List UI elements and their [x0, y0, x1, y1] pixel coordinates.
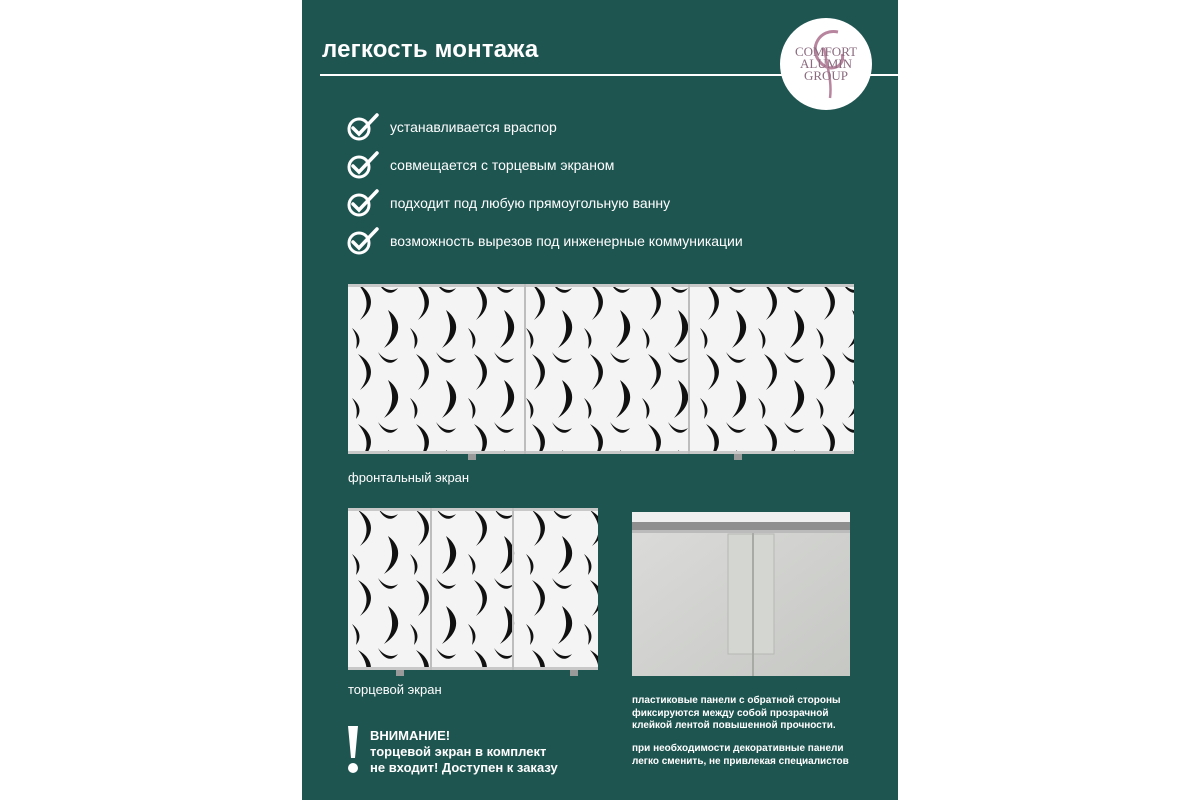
warning-text	[370, 728, 558, 776]
brand-logo	[780, 18, 872, 110]
feature-item	[346, 146, 743, 184]
front-screen-pattern	[348, 280, 854, 460]
note-line: легко сменить, не привлекая специалистов	[632, 755, 849, 767]
check-circle-icon	[346, 188, 380, 218]
note-line: фиксируются между собой прозрачной	[632, 707, 829, 719]
end-screen-image	[348, 506, 600, 676]
logo-text	[780, 46, 872, 82]
logo-line-2: ALUMIN	[800, 56, 852, 71]
check-circle-icon	[346, 226, 380, 256]
front-screen-caption: фронтальный экран	[348, 470, 470, 485]
feature-list	[346, 108, 743, 260]
warning-line-2: не входит! Доступен к заказу	[370, 760, 558, 775]
feature-item	[346, 184, 743, 222]
note-line: клейкой лентой повышенной прочности.	[632, 720, 836, 731]
exclamation-icon	[346, 726, 360, 774]
feature-text: подходит под любую прямоугольную ванну	[390, 195, 671, 211]
end-screen-pattern	[348, 506, 600, 676]
note-line: при необходимости декоративные панели	[632, 743, 844, 754]
warning-block	[346, 724, 606, 784]
panel-back-image	[632, 512, 850, 676]
check-circle-icon	[346, 112, 380, 142]
feature-item	[346, 222, 743, 260]
note-paragraph-2	[632, 743, 872, 768]
note-line: пластиковые панели с обратной стороны	[632, 695, 841, 706]
panel-back-photo	[632, 512, 850, 676]
warning-title: ВНИМАНИЕ!	[370, 728, 451, 743]
feature-item	[346, 108, 743, 146]
front-screen-image	[348, 280, 854, 460]
warning-line-1: торцевой экран в комплект	[370, 744, 547, 759]
page-title: легкость монтажа	[322, 36, 539, 63]
end-screen-caption: торцевой экран	[348, 682, 442, 697]
check-circle-icon	[346, 150, 380, 180]
feature-text: устанавливается враспор	[390, 119, 557, 135]
logo-line-1: COMFORT	[794, 44, 858, 59]
feature-text: совмещается с торцевым экраном	[390, 157, 615, 173]
feature-text: возможность вырезов под инженерные коммуникации	[390, 233, 743, 249]
logo-line-3: GROUP	[803, 68, 849, 83]
info-card	[302, 0, 898, 800]
note-paragraph-1	[632, 695, 872, 733]
